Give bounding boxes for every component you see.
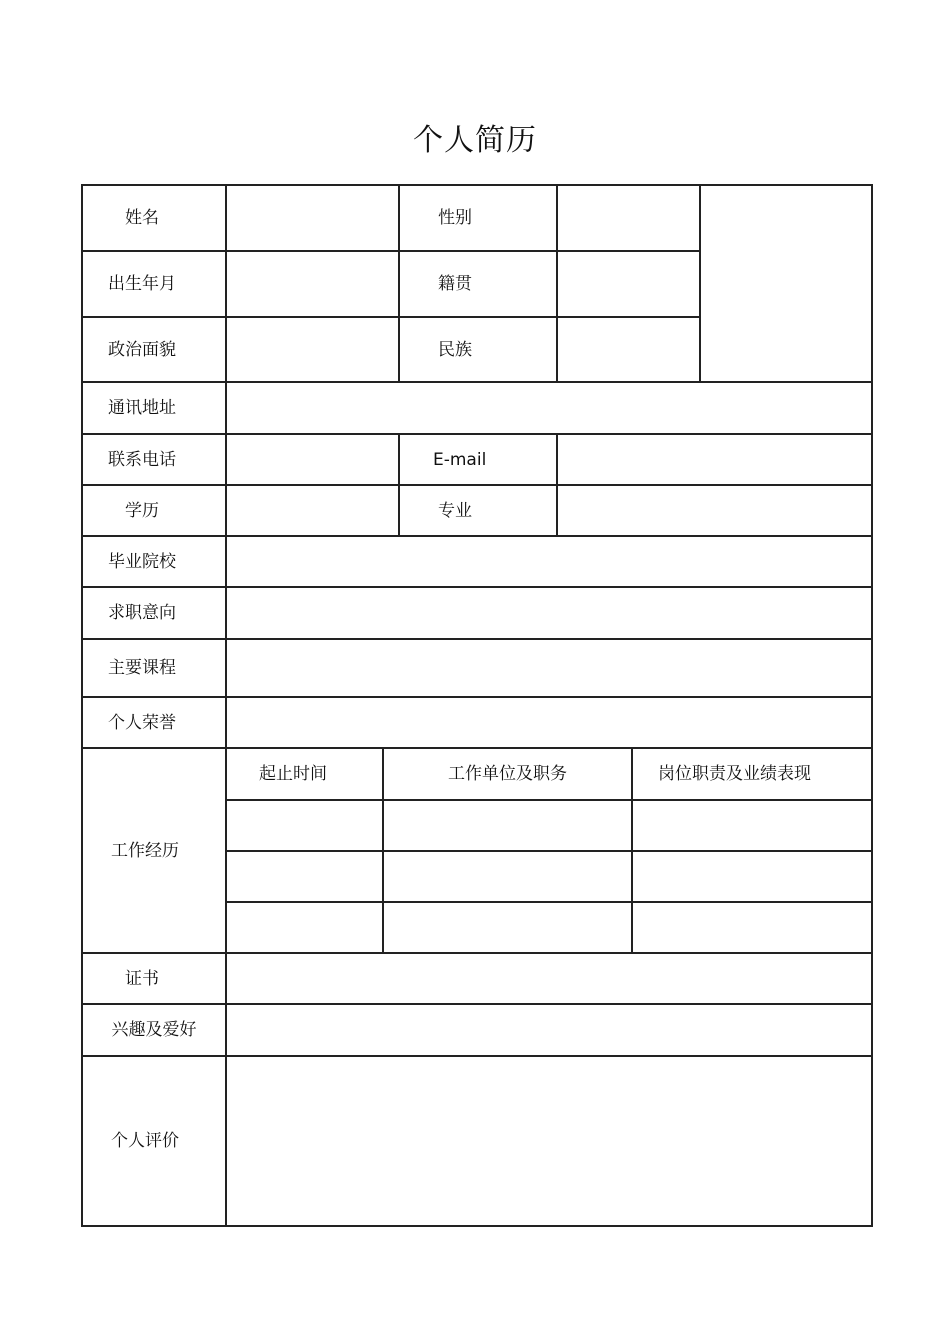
- label-interests: 兴趣及爱好: [82, 1004, 226, 1056]
- work-header-duties: 岗位职责及业绩表现: [632, 748, 872, 800]
- label-self-evaluation: 个人评价: [82, 1056, 226, 1226]
- row-address: [82, 382, 872, 434]
- work-duties-cell[interactable]: [632, 851, 872, 902]
- label-name: 姓名: [82, 185, 226, 251]
- row-certificates: [82, 953, 872, 1004]
- work-period-cell[interactable]: [226, 851, 383, 902]
- work-company-cell[interactable]: [383, 851, 632, 902]
- value-native-place[interactable]: [557, 251, 700, 317]
- resume-table: [81, 184, 873, 1227]
- label-address: 通讯地址: [82, 382, 226, 434]
- value-interests[interactable]: [226, 1004, 872, 1056]
- value-honors[interactable]: [226, 697, 872, 748]
- value-ethnicity[interactable]: [557, 317, 700, 382]
- work-duties-cell[interactable]: [632, 800, 872, 851]
- work-period-cell[interactable]: [226, 902, 383, 953]
- work-header-company: 工作单位及职务: [383, 748, 632, 800]
- page-title: 个人简历: [413, 123, 537, 158]
- photo-box[interactable]: [700, 185, 872, 382]
- label-school: 毕业院校: [82, 536, 226, 587]
- row-job-intention: [82, 587, 872, 639]
- label-honors: 个人荣誉: [82, 697, 226, 748]
- row-school: [82, 536, 872, 587]
- value-address[interactable]: [226, 382, 872, 434]
- value-self-evaluation[interactable]: [226, 1056, 872, 1226]
- work-company-cell[interactable]: [383, 902, 632, 953]
- value-job-intention[interactable]: [226, 587, 872, 639]
- row-honors: [82, 697, 872, 748]
- label-native-place: 籍贯: [399, 251, 557, 317]
- label-ethnicity: 民族: [399, 317, 557, 382]
- work-header-period: 起止时间: [226, 748, 383, 800]
- value-gender[interactable]: [557, 185, 700, 251]
- row-self-evaluation: [82, 1056, 872, 1226]
- label-education: 学历: [82, 485, 226, 536]
- row-work-header: [82, 748, 872, 800]
- label-political-status: 政治面貌: [82, 317, 226, 382]
- row-education: [82, 485, 872, 536]
- value-education[interactable]: [226, 485, 399, 536]
- label-birth: 出生年月: [82, 251, 226, 317]
- label-phone: 联系电话: [82, 434, 226, 485]
- value-major[interactable]: [557, 485, 872, 536]
- row-main-courses: [82, 639, 872, 697]
- value-birth[interactable]: [226, 251, 399, 317]
- value-political-status[interactable]: [226, 317, 399, 382]
- value-certificates[interactable]: [226, 953, 872, 1004]
- work-company-cell[interactable]: [383, 800, 632, 851]
- row-name: [82, 185, 872, 251]
- work-period-cell[interactable]: [226, 800, 383, 851]
- label-work-experience: 工作经历: [82, 748, 226, 953]
- work-duties-cell[interactable]: [632, 902, 872, 953]
- value-school[interactable]: [226, 536, 872, 587]
- label-certificates: 证书: [82, 953, 226, 1004]
- label-email: E-mail: [399, 434, 557, 485]
- label-major: 专业: [399, 485, 557, 536]
- value-email[interactable]: [557, 434, 872, 485]
- value-main-courses[interactable]: [226, 639, 872, 697]
- row-phone: [82, 434, 872, 485]
- value-phone[interactable]: [226, 434, 399, 485]
- row-interests: [82, 1004, 872, 1056]
- label-gender: 性别: [399, 185, 557, 251]
- label-job-intention: 求职意向: [82, 587, 226, 639]
- label-main-courses: 主要课程: [82, 639, 226, 697]
- value-name[interactable]: [226, 185, 399, 251]
